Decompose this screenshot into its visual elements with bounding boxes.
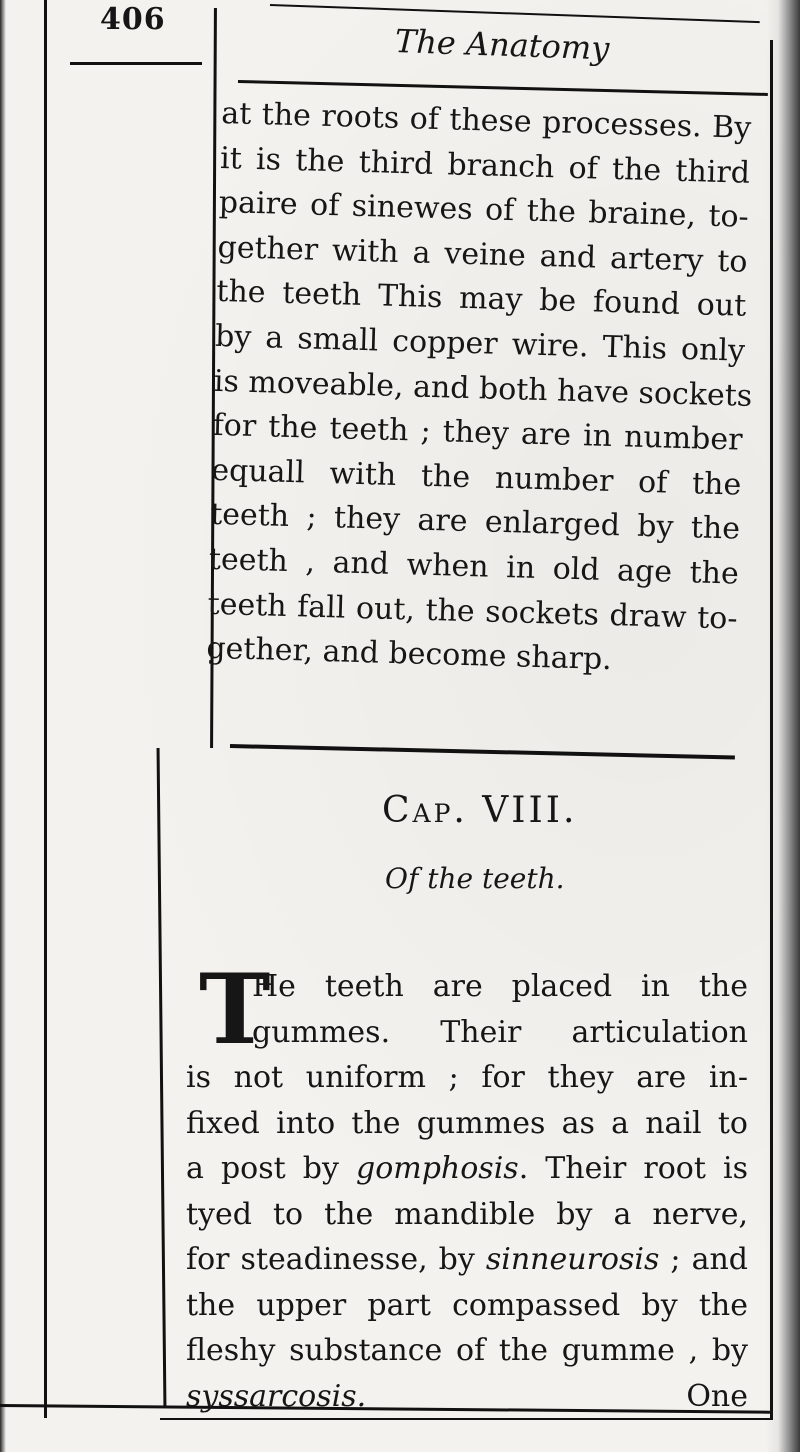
text-line: equall with the number of the	[210, 452, 742, 503]
italic-term: gomphosis	[356, 1151, 519, 1186]
text-line: the upper part compassed by the	[186, 1287, 748, 1323]
left-margin-rule	[44, 0, 47, 1418]
text-line: paire of sinewes of the braine, to-	[218, 185, 750, 235]
text-run: ; and	[659, 1242, 749, 1277]
chapter-subtitle: Of the teeth.	[385, 862, 565, 895]
body-text-block-2	[186, 953, 751, 1419]
page-number-underline	[70, 62, 202, 65]
page-binding-shadow	[0, 0, 6, 1452]
text-line: teeth , and when in old age the	[208, 541, 740, 592]
text-line: is not uniform ; for they are in-	[186, 1060, 748, 1095]
chapter-title: Cap. VIII.	[382, 790, 578, 831]
head-rule	[238, 80, 768, 96]
text-line: the teeth This may be found out	[215, 274, 747, 325]
text-line	[186, 1374, 748, 1420]
running-head: The Anatomy	[394, 22, 610, 68]
catchword: One	[686, 1378, 748, 1414]
page-number: 406	[100, 2, 166, 37]
text-line: by a small copper wire. This only	[214, 318, 746, 369]
text-line: teeth fall out, the sockets draw to-	[207, 586, 738, 637]
text-line: for the teeth ; they are in number	[212, 408, 743, 458]
text-line: He teeth are placed in the	[252, 969, 748, 1004]
text-line: it is the third branch of the third	[219, 140, 751, 191]
text-line: fleshy substance of the gumme , by	[186, 1333, 748, 1368]
text-line: gummes. Their articulation	[252, 1014, 748, 1050]
text-run: . Their root is	[518, 1151, 748, 1186]
italic-term: sinneurosis	[485, 1242, 660, 1277]
text-line: gether with a veine and artery to	[217, 229, 748, 280]
text-line: tyed to the mandible by a nerve,	[186, 1196, 748, 1232]
text-line	[186, 1146, 748, 1192]
text-line	[186, 1237, 748, 1283]
text-line: fixed into the gummes as a nail to	[186, 1105, 748, 1141]
top-rule	[270, 4, 760, 23]
text-line: teeth ; they are enlarged by the	[209, 497, 741, 547]
right-column-rule	[770, 40, 773, 1420]
text-run: a post by	[186, 1151, 356, 1186]
text-line: is moveable, and both have sockets	[213, 363, 753, 414]
text-line: gether, and become sharp.	[205, 630, 613, 678]
text-run: for steadinesse, by	[186, 1242, 486, 1277]
text-line: at the roots of these processes. By	[220, 95, 752, 146]
inner-column-rule-lower	[157, 748, 167, 1408]
drop-cap: T	[199, 953, 271, 1066]
chapter-separator-rule	[230, 744, 735, 759]
body-text-block-1	[206, 92, 762, 687]
italic-term: syssarcosis.	[186, 1378, 367, 1414]
